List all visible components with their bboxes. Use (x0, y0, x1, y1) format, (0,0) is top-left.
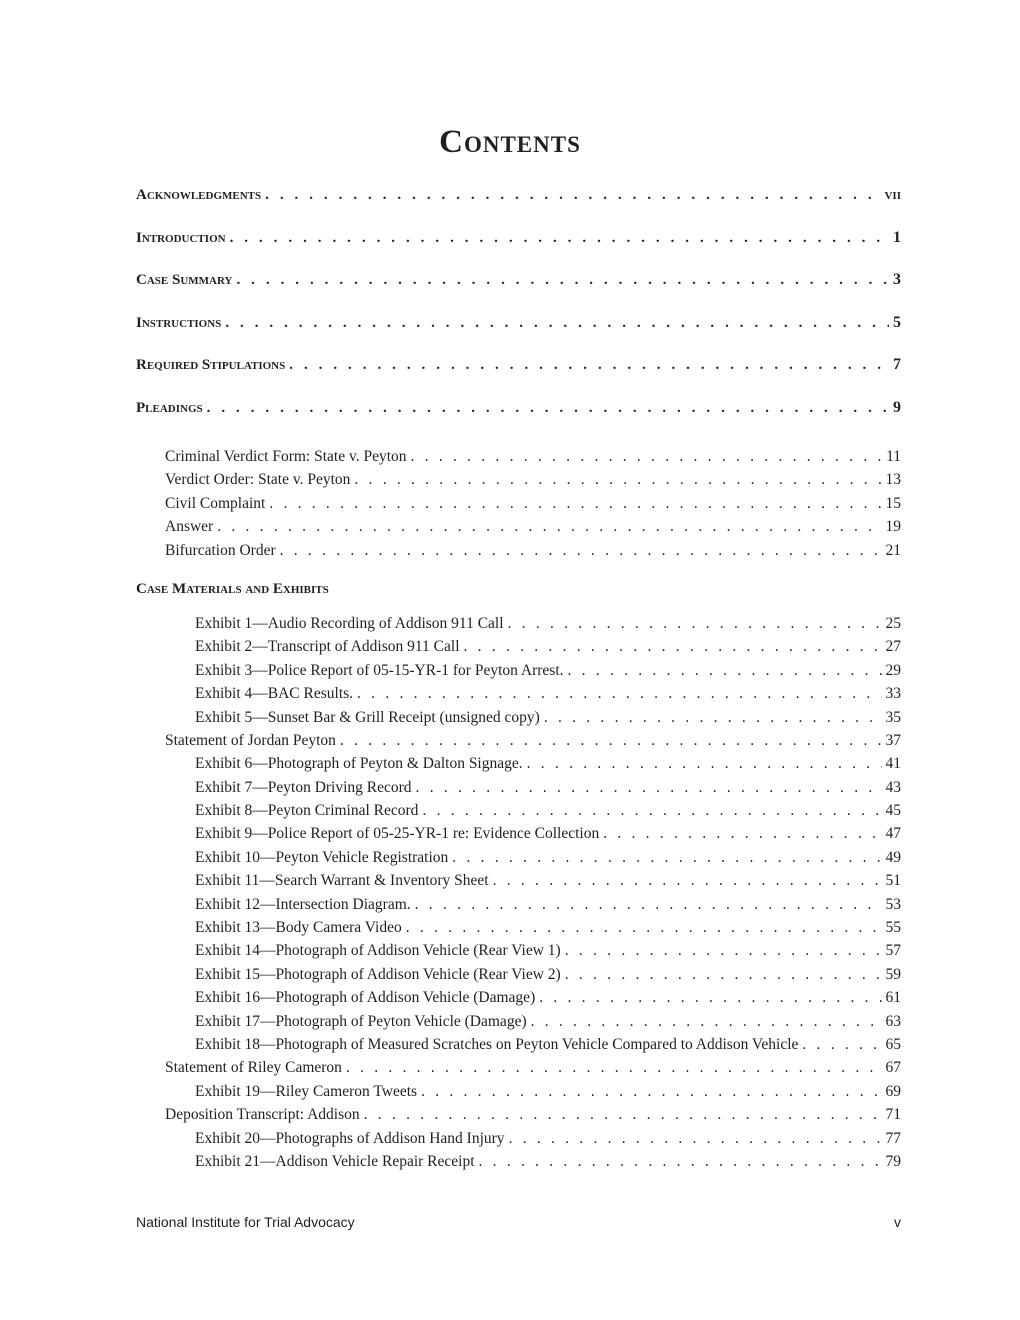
toc-entry-page: 21 (885, 541, 901, 559)
toc-sub-entry[interactable] (136, 963, 901, 986)
toc-entry-label: Exhibit 20—Photographs of Addison Hand Injury (195, 1129, 505, 1147)
toc-entry-page: 5 (893, 313, 901, 331)
toc-entry-page: 33 (885, 685, 901, 703)
dot-leader (280, 539, 882, 562)
toc-sub-entry[interactable] (136, 846, 901, 869)
toc-sub-entry[interactable] (136, 1150, 901, 1173)
toc-sub-entry[interactable] (136, 515, 901, 538)
toc-entry-label: Exhibit 3—Police Report of 05-15-YR-1 for Peyton Arrest. (195, 661, 564, 679)
toc-entry-required-stipulations[interactable] (136, 352, 901, 395)
toc-sub-entry[interactable] (136, 916, 901, 939)
toc-entry-label: Exhibit 16—Photograph of Addison Vehicle (Damage) (195, 989, 536, 1007)
toc-entry-label: Answer (165, 518, 214, 536)
toc-entry-label: Bifurcation Order (165, 541, 276, 559)
toc-entry-page: 63 (885, 1012, 901, 1030)
toc-sub-entry[interactable] (136, 706, 901, 729)
toc-entry-page: 29 (885, 661, 901, 679)
toc-entry-label: Exhibit 10—Peyton Vehicle Registration (195, 848, 449, 866)
toc-sub-entry[interactable] (136, 939, 901, 962)
toc-entry-page: 3 (893, 271, 901, 288)
toc-entry-page: 43 (885, 778, 901, 796)
toc-sub-entry[interactable] (136, 893, 901, 916)
toc-sub-entry[interactable] (136, 1103, 901, 1126)
dot-leader (531, 1010, 882, 1033)
dot-leader (493, 869, 882, 892)
toc-entry-page: 59 (885, 965, 901, 983)
page-footer (136, 1214, 901, 1230)
dot-leader (479, 1150, 882, 1173)
toc-sub-entry[interactable] (136, 752, 901, 775)
toc-entry-label: Criminal Verdict Form: State v. Peyton (165, 448, 407, 465)
toc-sub-entry[interactable] (136, 869, 901, 892)
toc-entry-pleadings[interactable] (136, 395, 901, 438)
dot-leader (527, 752, 882, 775)
toc-entry-page: 25 (885, 614, 901, 632)
toc-sub-entry[interactable] (136, 1010, 901, 1033)
toc-sub-entry[interactable] (136, 1080, 901, 1103)
toc-entry-label: Exhibit 21—Addison Vehicle Repair Receipt (195, 1152, 475, 1170)
toc-entry-introduction[interactable] (136, 225, 901, 268)
toc-sub-entry[interactable] (136, 822, 901, 845)
toc-entry-label: Exhibit 8—Peyton Criminal Record (195, 802, 419, 820)
toc-entry-label: Pleadings (136, 399, 203, 416)
toc-entry-label: Exhibit 7—Peyton Driving Record (195, 778, 412, 796)
toc-sub-entry[interactable] (136, 682, 901, 705)
dot-leader (415, 893, 882, 916)
toc-entry-label: Exhibit 18—Photograph of Measured Scratches on Peyton Vehicle Compared to Addison Vehicle (195, 1035, 799, 1053)
toc-entry-page: 45 (885, 802, 901, 820)
dot-leader (509, 1127, 882, 1150)
toc-entry-label: Exhibit 19—Riley Cameron Tweets (195, 1082, 418, 1100)
toc-entry-page: 49 (885, 848, 901, 866)
dot-leader (236, 267, 889, 293)
toc-sub-entry[interactable] (136, 1033, 901, 1056)
toc-entry-label: Case Summary (136, 272, 233, 288)
footer-publisher: National Institute for Trial Advocacy (136, 1214, 355, 1230)
toc-entry-label: Statement of Riley Cameron (165, 1059, 342, 1077)
toc-sub-entry[interactable] (136, 1056, 901, 1079)
toc-entry-label: Introduction (136, 229, 226, 246)
dot-leader (346, 1056, 882, 1079)
dot-leader (508, 612, 882, 635)
dot-leader (568, 659, 882, 682)
dot-leader (416, 776, 882, 799)
dot-leader (207, 395, 889, 421)
toc-entry-label: Exhibit 15—Photograph of Addison Vehicle (Rear View 2) (195, 965, 561, 983)
toc-entry-page: 37 (885, 731, 901, 749)
toc-entry-label: Exhibit 6—Photograph of Peyton & Dalton Signage. (195, 755, 523, 773)
toc-sub-entry[interactable] (136, 468, 901, 491)
toc-entry-page: 19 (885, 518, 901, 536)
toc-sub-entry[interactable] (136, 445, 901, 468)
toc-entry-page: 51 (885, 872, 901, 890)
toc-entry-label: Exhibit 13—Body Camera Video (195, 919, 402, 937)
toc-sub-entry[interactable] (136, 635, 901, 658)
dot-leader (603, 822, 881, 845)
toc-entry-label: Statement of Jordan Peyton (165, 731, 336, 749)
dot-leader (230, 225, 889, 251)
toc-entry-page: 13 (885, 471, 901, 489)
toc-entry-page: 7 (893, 356, 901, 373)
case-materials-list (136, 612, 901, 1173)
page-title: Contents (439, 124, 581, 160)
toc-entry-page: vii (884, 186, 901, 203)
toc-entry-page: 57 (885, 942, 901, 960)
dot-leader (364, 1103, 882, 1126)
toc-entry-label: Exhibit 1—Audio Recording of Addison 911 Call (195, 614, 504, 632)
toc-entry-page: 41 (885, 755, 901, 773)
toc-entry-page: 53 (885, 895, 901, 913)
toc-entry-label: Exhibit 17—Photograph of Peyton Vehicle (Damage) (195, 1012, 527, 1030)
dot-leader (406, 916, 882, 939)
table-of-contents (136, 182, 901, 1173)
toc-sub-entry[interactable] (136, 1127, 901, 1150)
dot-leader (464, 635, 882, 658)
dot-leader (411, 445, 883, 468)
toc-entry-page: 65 (885, 1035, 901, 1053)
toc-entry-page: 1 (893, 228, 901, 246)
dot-leader (802, 1033, 881, 1056)
toc-entry-page: 11 (886, 448, 901, 465)
toc-sub-entry[interactable] (136, 492, 901, 515)
dot-leader (265, 182, 880, 208)
toc-sub-entry[interactable] (136, 539, 901, 562)
toc-entry-page: 61 (885, 989, 901, 1007)
toc-entry-instructions[interactable] (136, 310, 901, 353)
toc-entry-page: 47 (885, 825, 901, 843)
toc-entry-label: Instructions (136, 314, 222, 331)
toc-entry-acknowledgments[interactable] (136, 182, 901, 225)
dot-leader (544, 706, 882, 729)
dot-leader (217, 515, 881, 538)
toc-sub-entry[interactable] (136, 659, 901, 682)
toc-entry-label: Exhibit 11—Search Warrant & Inventory Sheet (195, 872, 489, 890)
toc-entry-label: Exhibit 4—BAC Results. (195, 685, 354, 703)
toc-entry-label: Deposition Transcript: Addison (165, 1106, 360, 1124)
dot-leader (421, 1080, 881, 1103)
toc-entry-page: 15 (885, 494, 901, 512)
dot-leader (269, 492, 881, 515)
pleadings-list (136, 445, 901, 562)
toc-sub-entry[interactable] (136, 729, 901, 752)
dot-leader (340, 729, 882, 752)
dot-leader (539, 986, 881, 1009)
dot-leader (225, 310, 889, 336)
toc-entry-label: Exhibit 12—Intersection Diagram. (195, 895, 411, 913)
toc-entry-label: Exhibit 5—Sunset Bar & Grill Receipt (unsigned copy) (195, 708, 540, 726)
toc-entry-case-summary[interactable] (136, 267, 901, 310)
toc-entry-page: 35 (885, 708, 901, 726)
toc-entry-page: 71 (885, 1106, 901, 1124)
dot-leader (452, 846, 881, 869)
toc-sub-entry[interactable] (136, 612, 901, 635)
toc-entry-label: Exhibit 9—Police Report of 05-25-YR-1 re: Evidence Collection (195, 825, 600, 843)
toc-entry-label: Required Stipulations (136, 357, 286, 373)
toc-entry-label: Exhibit 2—Transcript of Addison 911 Call (195, 638, 460, 656)
toc-entry-label: Acknowledgments (136, 187, 262, 203)
toc-sub-entry[interactable] (136, 799, 901, 822)
toc-entry-label: Exhibit 14—Photograph of Addison Vehicle (Rear View 1) (195, 942, 561, 960)
toc-entry-page: 55 (885, 919, 901, 937)
dot-leader (289, 352, 889, 378)
toc-entry-label: Verdict Order: State v. Peyton (165, 471, 351, 489)
toc-entry-page: 67 (885, 1059, 901, 1077)
toc-entry-page: 9 (893, 398, 901, 416)
dot-leader (565, 963, 882, 986)
toc-entry-page: 77 (885, 1129, 901, 1147)
toc-entry-page: 69 (885, 1082, 901, 1100)
footer-page-number: v (894, 1214, 901, 1230)
section-heading-case-materials: Case Materials and Exhibits (136, 580, 329, 597)
toc-entry-page: 27 (885, 638, 901, 656)
toc-entry-page: 79 (885, 1152, 901, 1170)
toc-entry-label: Civil Complaint (165, 494, 266, 512)
dot-leader (357, 682, 881, 705)
toc-sub-entry[interactable] (136, 986, 901, 1009)
dot-leader (565, 939, 882, 962)
dot-leader (354, 468, 881, 491)
toc-sub-entry[interactable] (136, 776, 901, 799)
dot-leader (422, 799, 881, 822)
